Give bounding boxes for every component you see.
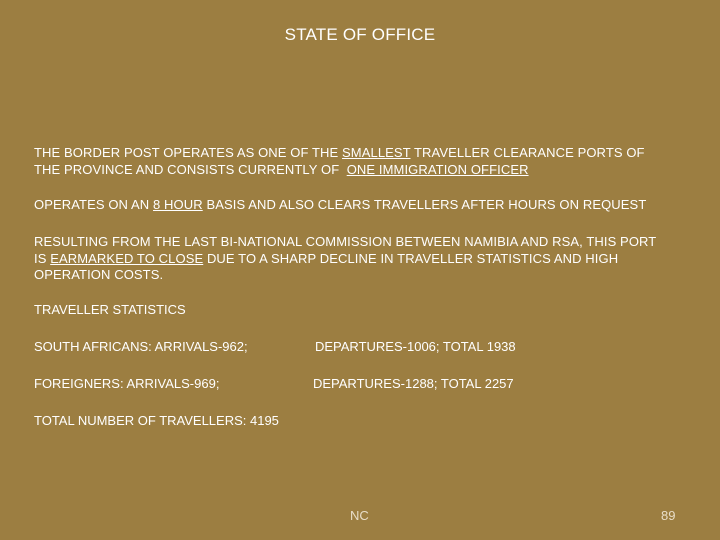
para1-underline-smallest: SMALLEST	[342, 145, 411, 160]
para2-a: OPERATES ON AN	[34, 197, 154, 212]
para1-line1-a: THE BORDER POST OPERATES AS ONE OF THE	[34, 145, 343, 160]
para2-b: BASIS AND ALSO CLEARS TRAVELLERS AFTER HOURS ON REQUEST	[202, 197, 647, 212]
paragraph-border-post	[34, 145, 714, 178]
para3-underline-close: EARMARKED TO CLOSE	[50, 250, 204, 266]
page-title: STATE OF OFFICE	[284, 25, 436, 44]
stats-heading: TRAVELLER STATISTICS	[34, 302, 186, 317]
para3-line3: OPERATION COSTS.	[34, 267, 164, 282]
para1-underline-officer: ONE IMMIGRATION OFFICER	[346, 161, 529, 177]
para2-underline-hours: 8 HOUR	[153, 197, 203, 212]
south-africans-departures: DEPARTURES-1006; TOTAL 1938	[315, 339, 516, 354]
foreigners-departures: DEPARTURES-1288; TOTAL 2257	[313, 376, 514, 391]
paragraph-operating-hours	[34, 197, 714, 214]
para1-line1-b: TRAVELLER CLEARANCE PORTS OF	[410, 145, 645, 160]
para1-line2-a: THE PROVINCE AND CONSISTS CURRENTLY OF	[34, 161, 347, 177]
total-travellers: TOTAL NUMBER OF TRAVELLERS: 4195	[34, 413, 279, 428]
paragraph-closure	[34, 234, 714, 284]
footer-label: NC	[350, 508, 369, 523]
foreigners-arrivals: FOREIGNERS: ARRIVALS-969;	[34, 376, 220, 391]
para3-line2-a: IS	[34, 250, 51, 266]
para3-line2-b: DUE TO A SHARP DECLINE IN TRAVELLER STATISTICS AND HIGH	[203, 250, 619, 266]
page-number: 89	[661, 508, 676, 523]
south-africans-arrivals: SOUTH AFRICANS: ARRIVALS-962;	[34, 339, 248, 354]
para3-line1: RESULTING FROM THE LAST BI-NATIONAL COMMISSION BETWEEN NAMIBIA AND RSA, THIS PORT	[34, 234, 657, 249]
